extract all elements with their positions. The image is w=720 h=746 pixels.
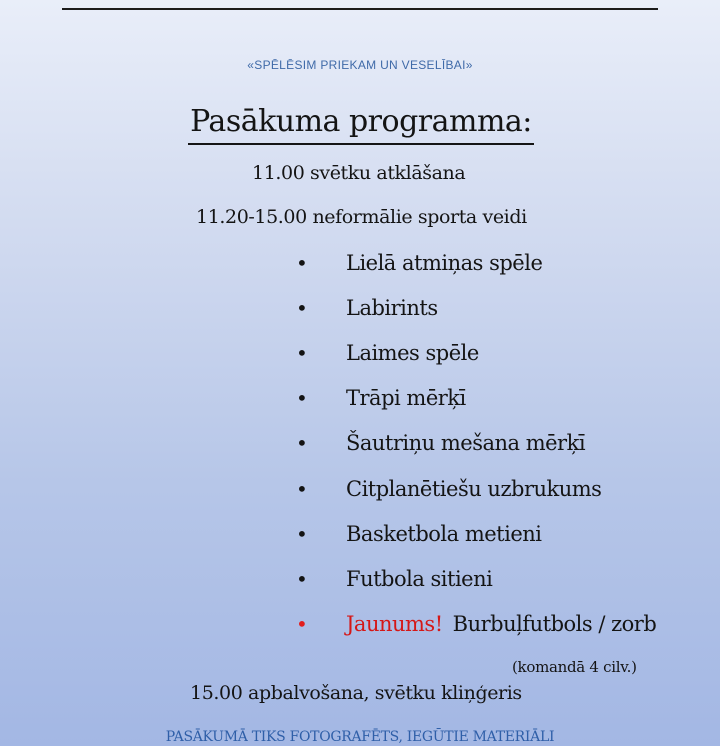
list-item — [290, 466, 656, 511]
schedule-opening: 11.00 svētku atklāšana — [252, 162, 466, 184]
list-item-highlight — [290, 602, 656, 647]
top-divider — [62, 0, 658, 10]
schedule-sports: 11.20-15.00 neformālie sporta veidi — [196, 206, 527, 228]
new-badge: Jaunums! — [346, 612, 443, 637]
activity-label: Futbola sitieni — [346, 566, 493, 591]
bullet-icon: • — [296, 250, 308, 275]
list-item — [290, 421, 656, 466]
bullet-icon: • — [296, 295, 308, 320]
activity-label: Lielā atmiņas spēle — [346, 250, 543, 275]
list-item — [290, 556, 656, 601]
activity-label: Basketbola metieni — [346, 521, 542, 546]
list-item — [290, 376, 656, 421]
bullet-icon: • — [296, 386, 308, 411]
activity-label: Labirints — [346, 295, 438, 320]
activity-label: Citplanētiešu uzbrukums — [346, 476, 602, 501]
bullet-icon: • — [296, 476, 308, 501]
activity-list — [290, 240, 656, 647]
list-item — [290, 285, 656, 330]
schedule-awards: 15.00 apbalvošana, svētku kliņģeris — [190, 682, 522, 704]
activity-label: Trāpi mērķī — [346, 386, 466, 411]
list-item — [290, 240, 656, 285]
bullet-icon: • — [296, 340, 308, 365]
team-size-note: (komandā 4 cilv.) — [512, 658, 637, 676]
bullet-icon: • — [296, 431, 308, 456]
activity-label: Burbuļfutbols / zorb — [452, 612, 657, 637]
list-item — [290, 511, 656, 556]
list-item — [290, 330, 656, 375]
activity-label: Šautriņu mešana mērķī — [346, 431, 586, 456]
photo-notice: PASĀKUMĀ TIKS FOTOGRAFĒTS, IEGŪTIE MATERIĀLI — [165, 729, 555, 745]
bullet-icon: • — [296, 566, 308, 591]
bullet-icon: • — [296, 521, 308, 546]
event-motto: «SPĒLĒSIM PRIEKAM UN VESELĪBAI» — [247, 58, 473, 72]
program-title: Pasākuma programma: — [188, 104, 534, 145]
activity-label: Laimes spēle — [346, 340, 479, 365]
bullet-icon: • — [296, 612, 308, 637]
